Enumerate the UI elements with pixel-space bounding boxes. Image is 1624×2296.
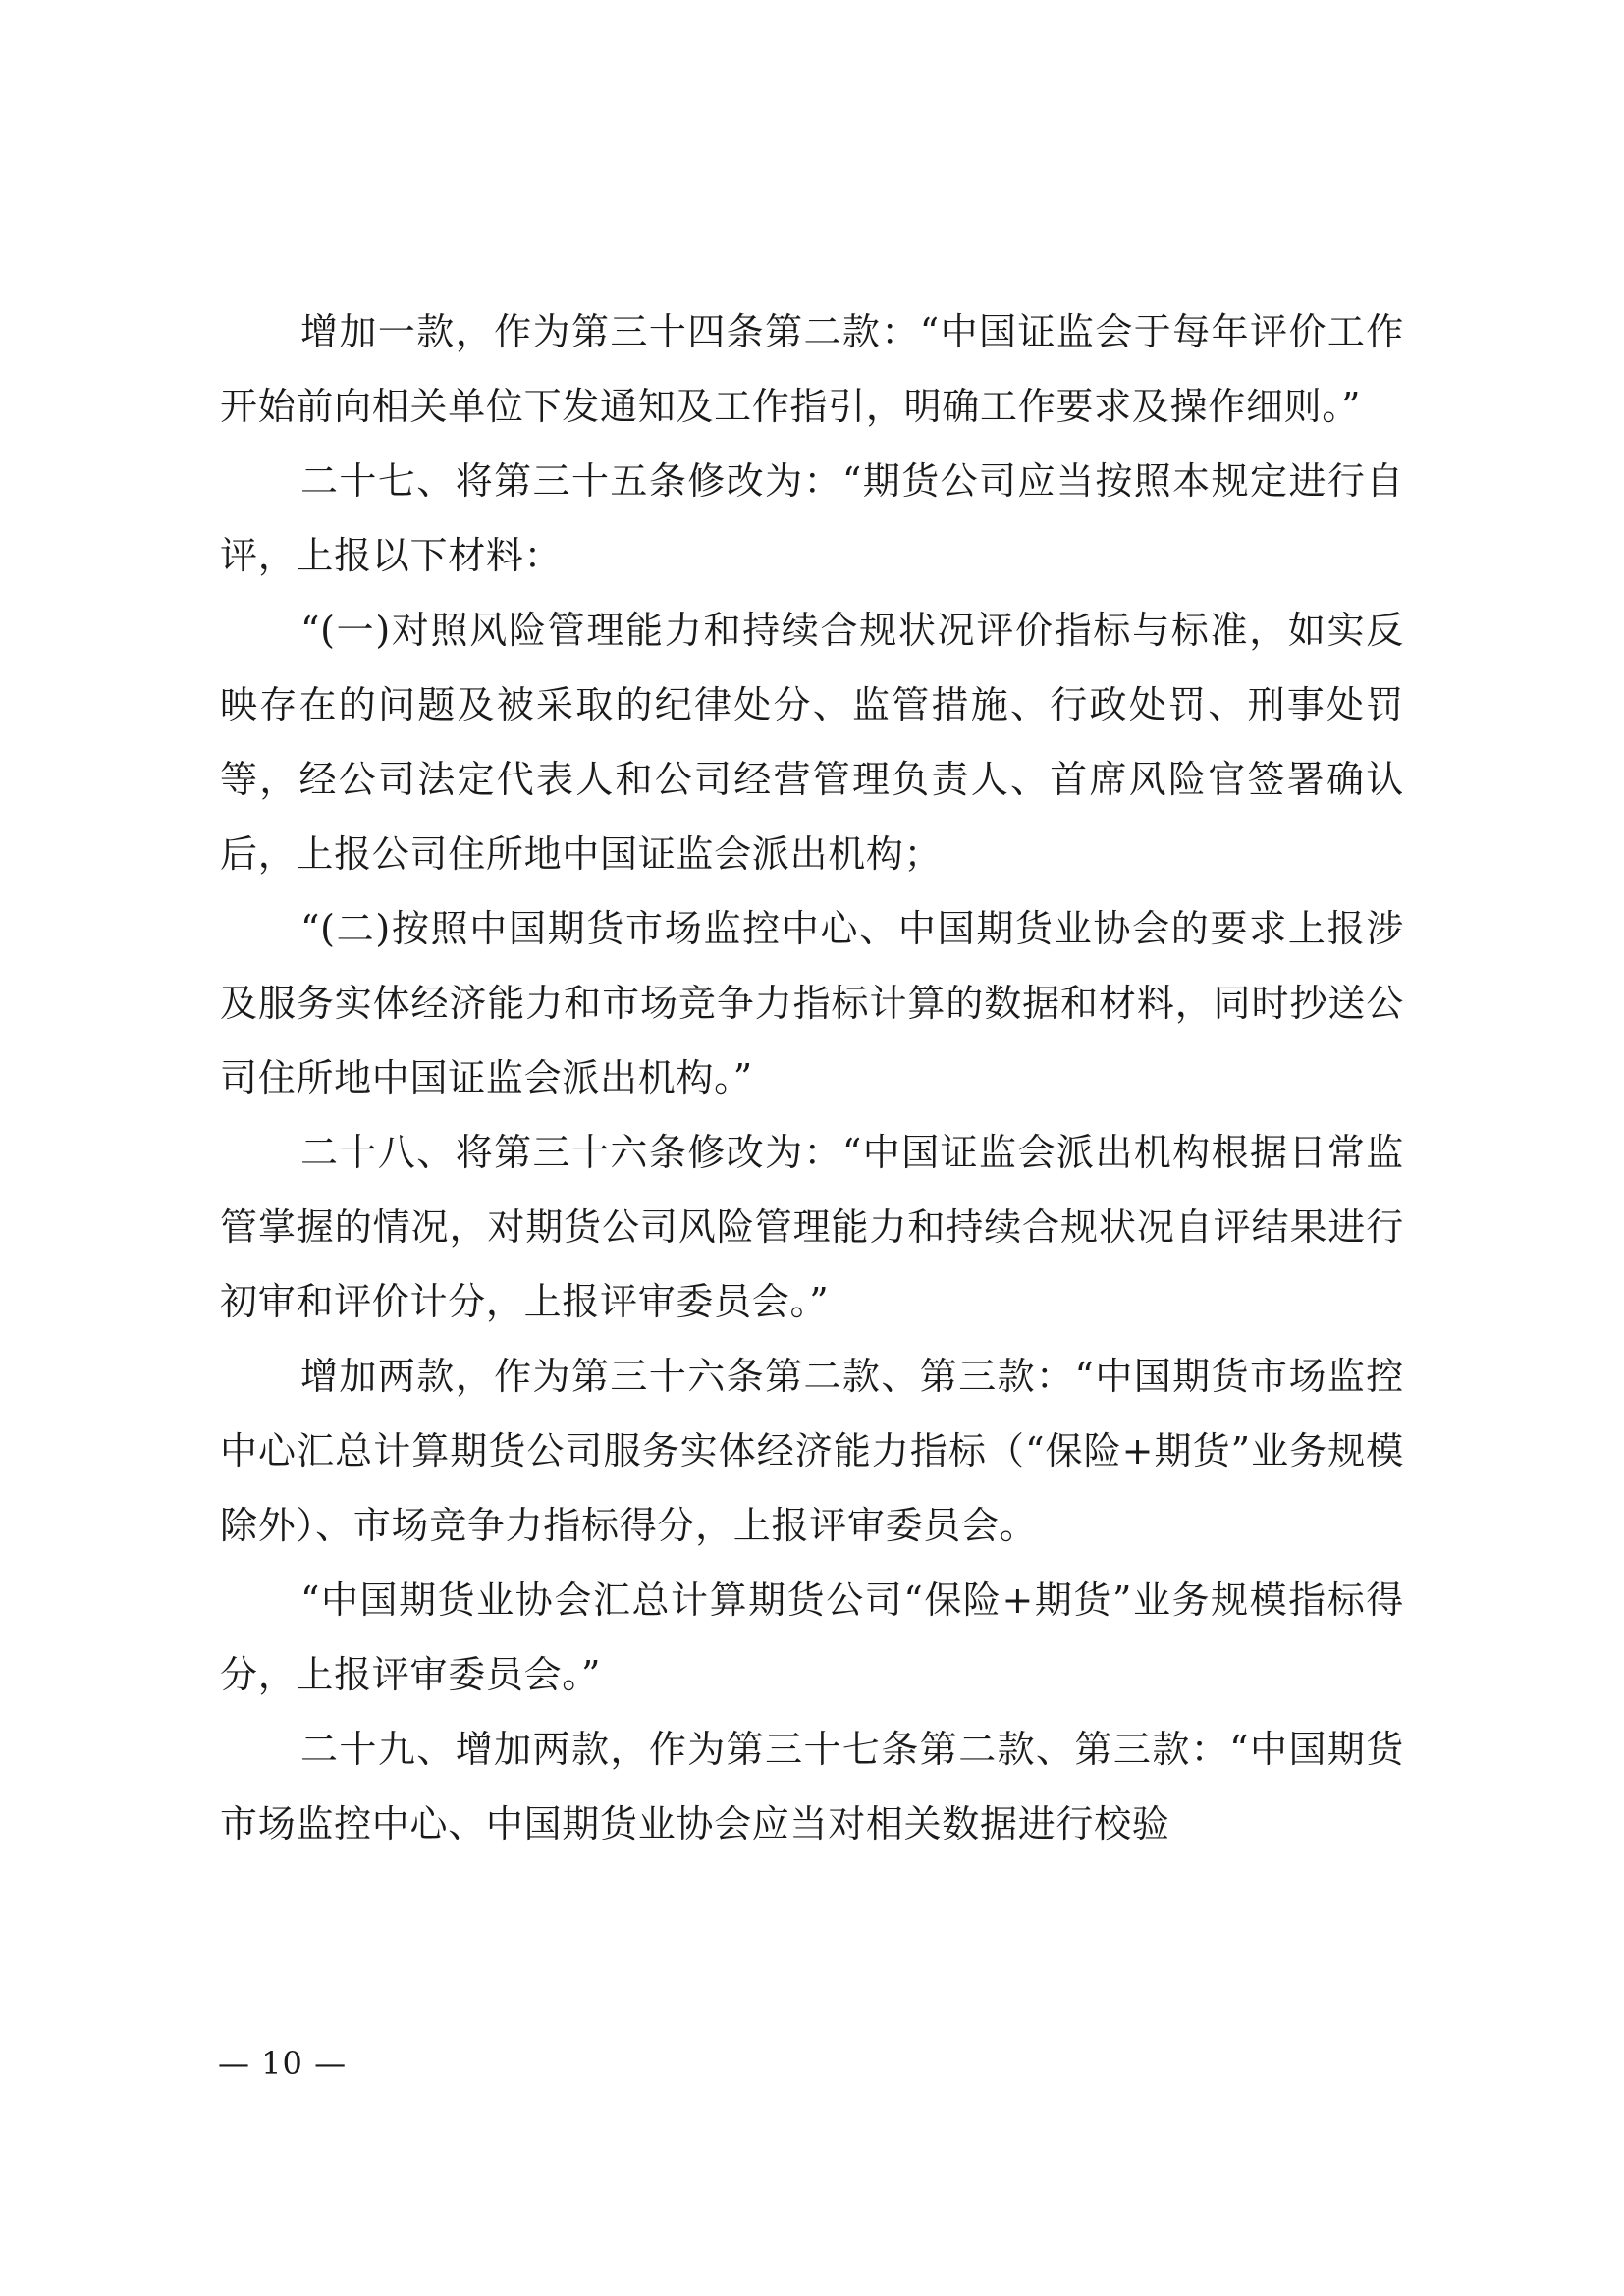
paragraph: 增加一款，作为第三十四条第二款：“中国证监会于每年评价工作开始前向相关单位下发通知及工作指引，明确工作要求及操作细则。” xyxy=(220,310,1404,428)
paragraph: 增加两款，作为第三十六条第二款、第三款：“中国期货市场监控中心汇总计算期货公司服务实体经济能力指标（“保险+期货”业务规模除外）、市场竞争力指标得分，上报评审委员会。 xyxy=(220,1355,1404,1547)
paragraph: 二十七、将第三十五条修改为：“期货公司应当按照本规定进行自评，上报以下材料： xyxy=(220,459,1404,577)
paragraph: 二十八、将第三十六条修改为：“中国证监会派出机构根据日常监管掌握的情况，对期货公司风险管理能力和持续合规状况自评结果进行初审和评价计分，上报评审委员会。” xyxy=(220,1131,1404,1323)
paragraph: “(一)对照风险管理能力和持续合规状况评价指标与标准，如实反映存在的问题及被采取的纪律处分、监管措施、行政处罚、刑事处罚等，经公司法定代表人和公司经营管理负责人、首席风险官签署确认后，上报公司住所地中国证监会派出机构； xyxy=(220,609,1404,876)
page-number: — 10 — xyxy=(218,2045,348,2082)
document-body xyxy=(220,294,1404,1861)
paragraph: 二十九、增加两款，作为第三十七条第二款、第三款：“中国期货市场监控中心、中国期货业协会应当对相关数据进行校验 xyxy=(220,1728,1404,1845)
paragraph: “(二)按照中国期货市场监控中心、中国期货业协会的要求上报涉及服务实体经济能力和市场竞争力指标计算的数据和材料，同时抄送公司住所地中国证监会派出机构。” xyxy=(220,907,1404,1099)
paragraph: “中国期货业协会汇总计算期货公司“保险+期货”业务规模指标得分，上报评审委员会。” xyxy=(220,1578,1404,1696)
